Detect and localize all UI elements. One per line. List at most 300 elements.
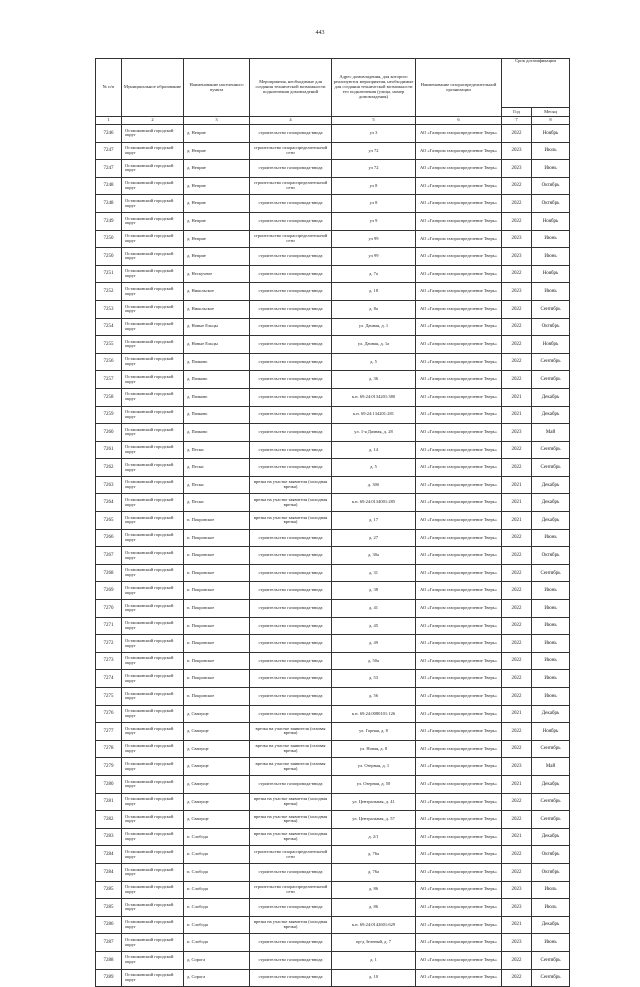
- cell-activity: строительство газораспределительной сети: [250, 230, 332, 248]
- cell-num: 7288: [96, 951, 122, 969]
- cell-org: АО «Газпром газораспределение Тверь»: [416, 353, 502, 371]
- cell-district: Осташковский городской округ: [122, 318, 184, 336]
- cell-address: ул. Центральная, д. 41: [332, 793, 416, 811]
- cell-activity: строительство газопровода-ввода: [250, 406, 332, 424]
- cell-district: Осташковский городской округ: [122, 300, 184, 318]
- cell-year: 2021: [502, 388, 532, 406]
- cell-month: Ноябрь: [532, 125, 570, 143]
- table-row: [96, 388, 570, 406]
- cell-month: Ноябрь: [532, 723, 570, 741]
- cell-org: АО «Газпром газораспределение Тверь»: [416, 600, 502, 618]
- table-row: [96, 846, 570, 864]
- cell-year: 2022: [502, 600, 532, 618]
- cell-activity: строительство газопровода-ввода: [250, 212, 332, 230]
- cell-district: Осташковский городской округ: [122, 459, 184, 477]
- cell-org: АО «Газпром газораспределение Тверь»: [416, 265, 502, 283]
- cell-year: 2022: [502, 582, 532, 600]
- cell-activity: строительство газопровода-ввода: [250, 388, 332, 406]
- cell-num: 7253: [96, 300, 122, 318]
- cell-month: Сентябрь: [532, 441, 570, 459]
- cell-org: АО «Газпром газораспределение Тверь»: [416, 652, 502, 670]
- column-number-row: [96, 117, 570, 125]
- table-row: [96, 793, 570, 811]
- cell-place: д. Пески: [184, 476, 250, 494]
- cell-month: Сентябрь: [532, 811, 570, 829]
- cell-org: АО «Газпром газораспределение Тверь»: [416, 881, 502, 899]
- cell-num: 7266: [96, 529, 122, 547]
- cell-month: Июнь: [532, 283, 570, 301]
- cell-district: Осташковский городской округ: [122, 811, 184, 829]
- cell-address: д. 10: [332, 969, 416, 987]
- cell-district: Осташковский городской округ: [122, 969, 184, 987]
- cell-place: п. Слобода: [184, 916, 250, 934]
- cell-activity: врезка на участке заявителя (холодная врезка): [250, 494, 332, 512]
- cell-org: АО «Газпром газораспределение Тверь»: [416, 441, 502, 459]
- cell-activity: строительство газопровода-ввода: [250, 863, 332, 881]
- cell-month: Июль: [532, 142, 570, 160]
- table-row: [96, 670, 570, 688]
- cell-activity: строительство газопровода-ввода: [250, 775, 332, 793]
- cell-activity: строительство газопровода-ввода: [250, 195, 332, 213]
- cell-month: Декабрь: [532, 494, 570, 512]
- table-row: [96, 899, 570, 917]
- cell-activity: строительство газопровода-ввода: [250, 125, 332, 143]
- cell-month: Май: [532, 424, 570, 442]
- cell-place: п. Покровское: [184, 547, 250, 565]
- cell-num: 7254: [96, 318, 122, 336]
- table-row: [96, 283, 570, 301]
- cell-org: АО «Газпром газораспределение Тверь»: [416, 670, 502, 688]
- cell-org: АО «Газпром газораспределение Тверь»: [416, 529, 502, 547]
- cell-month: Июнь: [532, 600, 570, 618]
- cell-year: 2022: [502, 441, 532, 459]
- cell-month: Июнь: [532, 248, 570, 266]
- cell-org: АО «Газпром газораспределение Тверь»: [416, 371, 502, 389]
- cell-year: 2022: [502, 688, 532, 706]
- cell-org: АО «Газпром газораспределение Тверь»: [416, 775, 502, 793]
- cell-month: Июнь: [532, 652, 570, 670]
- cell-org: АО «Газпром газораспределение Тверь»: [416, 424, 502, 442]
- cell-address: ул. Озерная, д. 50: [332, 775, 416, 793]
- cell-num: 7246: [96, 125, 122, 143]
- cell-num: 7255: [96, 336, 122, 354]
- cell-address: ул. Озерная, д. 1: [332, 758, 416, 776]
- cell-num: 7269: [96, 582, 122, 600]
- cell-activity: строительство газораспределительной сети: [250, 846, 332, 864]
- table-row: [96, 529, 570, 547]
- cell-org: АО «Газпром газораспределение Тверь»: [416, 793, 502, 811]
- cell-month: Сентябрь: [532, 969, 570, 987]
- cell-address: д. 7а: [332, 265, 416, 283]
- cell-activity: строительство газопровода-ввода: [250, 617, 332, 635]
- cell-num: 7284: [96, 863, 122, 881]
- cell-org: АО «Газпром газораспределение Тверь»: [416, 899, 502, 917]
- cell-num: 7277: [96, 723, 122, 741]
- cell-place: д. Свапуще: [184, 723, 250, 741]
- cell-address: пр-д Зеленый, д. 7: [332, 934, 416, 952]
- cell-activity: строительство газопровода-ввода: [250, 336, 332, 354]
- cell-month: Июнь: [532, 230, 570, 248]
- table-row: [96, 688, 570, 706]
- cell-year: 2022: [502, 125, 532, 143]
- page-number: 443: [315, 30, 325, 36]
- cell-year: 2021: [502, 494, 532, 512]
- cell-month: Сентябрь: [532, 371, 570, 389]
- cell-year: 2022: [502, 265, 532, 283]
- cell-place: д. Пачково: [184, 371, 250, 389]
- cell-year: 2022: [502, 371, 532, 389]
- cell-activity: врезка на участке заявителя (холодная врезка): [250, 512, 332, 530]
- table-row: [96, 863, 570, 881]
- cell-org: АО «Газпром газораспределение Тверь»: [416, 723, 502, 741]
- cell-district: Осташковский городской округ: [122, 793, 184, 811]
- table-row: [96, 758, 570, 776]
- cell-num: 7259: [96, 406, 122, 424]
- cell-place: д. Неприе: [184, 125, 250, 143]
- cell-num: 7248: [96, 195, 122, 213]
- table-row: [96, 582, 570, 600]
- table-row: [96, 934, 570, 952]
- header-year: Год: [502, 108, 532, 117]
- table-row: [96, 828, 570, 846]
- cell-year: 2023: [502, 881, 532, 899]
- cell-org: АО «Газпром газораспределение Тверь»: [416, 934, 502, 952]
- cell-num: 7262: [96, 459, 122, 477]
- cell-activity: строительство газопровода-ввода: [250, 300, 332, 318]
- cell-year: 2023: [502, 230, 532, 248]
- cell-place: п. Слобода: [184, 846, 250, 864]
- cell-year: 2022: [502, 195, 532, 213]
- cell-org: АО «Газпром газораспределение Тверь»: [416, 635, 502, 653]
- cell-year: 2022: [502, 318, 532, 336]
- cell-month: Сентябрь: [532, 951, 570, 969]
- table-row: [96, 265, 570, 283]
- table-row: [96, 248, 570, 266]
- cell-year: 2022: [502, 740, 532, 758]
- cell-num: 7289: [96, 969, 122, 987]
- cell-year: 2022: [502, 617, 532, 635]
- cell-district: Осташковский городской округ: [122, 881, 184, 899]
- cell-address: ул. Дачная, д. 1а: [332, 336, 416, 354]
- cell-month: Октябрь: [532, 846, 570, 864]
- cell-address: ул 99: [332, 230, 416, 248]
- cell-address: д. 5: [332, 459, 416, 477]
- cell-org: АО «Газпром газораспределение Тверь»: [416, 336, 502, 354]
- cell-year: 2023: [502, 248, 532, 266]
- cell-month: Октябрь: [532, 318, 570, 336]
- cell-place: д. Свапуще: [184, 793, 250, 811]
- cell-num: 7284: [96, 846, 122, 864]
- cell-place: д. Свапуще: [184, 775, 250, 793]
- table-row: [96, 969, 570, 987]
- cell-org: АО «Газпром газораспределение Тверь»: [416, 476, 502, 494]
- cell-month: Июнь: [532, 670, 570, 688]
- table-body: [96, 125, 570, 987]
- cell-org: АО «Газпром газораспределение Тверь»: [416, 969, 502, 987]
- table-row: [96, 512, 570, 530]
- cell-org: АО «Газпром газораспределение Тверь»: [416, 705, 502, 723]
- cell-address: д. 41: [332, 600, 416, 618]
- cell-num: 7258: [96, 388, 122, 406]
- cell-month: Декабрь: [532, 512, 570, 530]
- cell-org: АО «Газпром газораспределение Тверь»: [416, 512, 502, 530]
- cell-place: д. Пески: [184, 441, 250, 459]
- cell-address: ул. Горная, д. 8: [332, 723, 416, 741]
- cell-address: ул 3: [332, 125, 416, 143]
- cell-place: д. Неприе: [184, 212, 250, 230]
- cell-district: Осташковский городской округ: [122, 248, 184, 266]
- cell-activity: строительство газопровода-ввода: [250, 899, 332, 917]
- cell-num: 7287: [96, 934, 122, 952]
- cell-activity: врезка на участке заявителя (газовая врезка): [250, 758, 332, 776]
- table-row: [96, 811, 570, 829]
- cell-activity: врезка на участке заявителя (холодная врезка): [250, 793, 332, 811]
- column-number: 2: [122, 117, 184, 125]
- cell-place: п. Слобода: [184, 828, 250, 846]
- cell-year: 2023: [502, 934, 532, 952]
- cell-place: п. Слобода: [184, 863, 250, 881]
- cell-org: АО «Газпром газораспределение Тверь»: [416, 688, 502, 706]
- cell-place: п. Слобода: [184, 934, 250, 952]
- cell-org: АО «Газпром газораспределение Тверь»: [416, 388, 502, 406]
- cell-place: п. Слобода: [184, 881, 250, 899]
- cell-activity: врезка на участке заявителя (холодная врезка): [250, 811, 332, 829]
- cell-address: к.н. 69:24:134201:281: [332, 406, 416, 424]
- column-number: 7: [502, 117, 532, 125]
- cell-place: д. Новые Ельцы: [184, 318, 250, 336]
- cell-district: Осташковский городской округ: [122, 635, 184, 653]
- cell-place: д. Неприе: [184, 248, 250, 266]
- cell-address: к.н. 69:24:0142601:629: [332, 916, 416, 934]
- cell-address: ул. Центральная, д. 57: [332, 811, 416, 829]
- cell-address: д. 36: [332, 371, 416, 389]
- cell-address: д. 49: [332, 635, 416, 653]
- cell-place: д. Свапуще: [184, 740, 250, 758]
- cell-org: АО «Газпром газораспределение Тверь»: [416, 951, 502, 969]
- cell-place: д. Неприе: [184, 230, 250, 248]
- cell-address: д. 30а: [332, 547, 416, 565]
- cell-address: д. 86: [332, 899, 416, 917]
- cell-year: 2021: [502, 828, 532, 846]
- cell-address: к.н. 69:24:0080101:126: [332, 705, 416, 723]
- cell-num: 7270: [96, 600, 122, 618]
- cell-org: АО «Газпром газораспределение Тверь»: [416, 125, 502, 143]
- cell-year: 2022: [502, 846, 532, 864]
- header-num: № п/п: [96, 59, 122, 117]
- cell-year: 2021: [502, 476, 532, 494]
- cell-org: АО «Газпром газораспределение Тверь»: [416, 828, 502, 846]
- cell-address: д. 8а: [332, 300, 416, 318]
- cell-year: 2022: [502, 723, 532, 741]
- cell-district: Осташковский городской округ: [122, 424, 184, 442]
- cell-activity: строительство газопровода-ввода: [250, 934, 332, 952]
- cell-district: Осташковский городской округ: [122, 371, 184, 389]
- cell-num: 7247: [96, 160, 122, 178]
- cell-year: 2023: [502, 142, 532, 160]
- cell-num: 7251: [96, 265, 122, 283]
- cell-num: 7267: [96, 547, 122, 565]
- cell-district: Осташковский городской округ: [122, 494, 184, 512]
- cell-num: 7256: [96, 353, 122, 371]
- cell-org: АО «Газпром газораспределение Тверь»: [416, 863, 502, 881]
- cell-activity: строительство газопровода-ввода: [250, 265, 332, 283]
- table-row: [96, 617, 570, 635]
- cell-month: Сентябрь: [532, 353, 570, 371]
- cell-district: Осташковский городской округ: [122, 177, 184, 195]
- cell-num: 7275: [96, 688, 122, 706]
- cell-num: 7250: [96, 230, 122, 248]
- cell-org: АО «Газпром газораспределение Тверь»: [416, 195, 502, 213]
- cell-month: Декабрь: [532, 388, 570, 406]
- cell-year: 2023: [502, 160, 532, 178]
- cell-district: Осташковский городской округ: [122, 670, 184, 688]
- cell-address: д. 56: [332, 688, 416, 706]
- cell-org: АО «Газпром газораспределение Тверь»: [416, 406, 502, 424]
- table-row: [96, 300, 570, 318]
- cell-num: 7281: [96, 793, 122, 811]
- cell-place: п. Покровское: [184, 670, 250, 688]
- cell-district: Осташковский городской округ: [122, 705, 184, 723]
- table-row: [96, 635, 570, 653]
- cell-address: ул 8: [332, 195, 416, 213]
- cell-activity: строительство газопровода-ввода: [250, 688, 332, 706]
- cell-org: АО «Газпром газораспределение Тверь»: [416, 230, 502, 248]
- cell-activity: строительство газораспределительной сети: [250, 881, 332, 899]
- cell-year: 2023: [502, 283, 532, 301]
- cell-org: АО «Газпром газораспределение Тверь»: [416, 318, 502, 336]
- cell-district: Осташковский городской округ: [122, 125, 184, 143]
- cell-month: Сентябрь: [532, 564, 570, 582]
- cell-address: ул 8: [332, 177, 416, 195]
- cell-num: 7268: [96, 564, 122, 582]
- cell-year: 2022: [502, 793, 532, 811]
- cell-district: Осташковский городской округ: [122, 652, 184, 670]
- cell-org: АО «Газпром газораспределение Тверь»: [416, 582, 502, 600]
- cell-num: 7285: [96, 899, 122, 917]
- cell-place: п. Покровское: [184, 635, 250, 653]
- table-row: [96, 775, 570, 793]
- table-row: [96, 371, 570, 389]
- cell-activity: врезка на участке заявителя (холодная врезка): [250, 476, 332, 494]
- cell-address: д. 53: [332, 670, 416, 688]
- cell-place: п. Покровское: [184, 529, 250, 547]
- cell-num: 7276: [96, 705, 122, 723]
- cell-year: 2022: [502, 969, 532, 987]
- cell-district: Осташковский городской округ: [122, 740, 184, 758]
- cell-address: д. 2/1: [332, 828, 416, 846]
- cell-place: п. Покровское: [184, 600, 250, 618]
- cell-district: Осташковский городской округ: [122, 600, 184, 618]
- cell-num: 7261: [96, 441, 122, 459]
- cell-num: 7252: [96, 283, 122, 301]
- cell-district: Осташковский городской округ: [122, 388, 184, 406]
- cell-activity: строительство газопровода-ввода: [250, 670, 332, 688]
- cell-place: д. Пески: [184, 459, 250, 477]
- cell-address: д. 17: [332, 512, 416, 530]
- cell-district: Осташковский городской округ: [122, 775, 184, 793]
- cell-place: д. Новые Ельцы: [184, 336, 250, 354]
- table-row: [96, 547, 570, 565]
- cell-month: Октябрь: [532, 177, 570, 195]
- cell-year: 2022: [502, 670, 532, 688]
- cell-year: 2022: [502, 635, 532, 653]
- cell-year: 2022: [502, 300, 532, 318]
- cell-year: 2022: [502, 336, 532, 354]
- column-number: 4: [250, 117, 332, 125]
- cell-district: Осташковский городской округ: [122, 265, 184, 283]
- cell-district: Осташковский городской округ: [122, 951, 184, 969]
- cell-activity: строительство газопровода-ввода: [250, 424, 332, 442]
- cell-address: к.н. 69:24:0134001:285: [332, 494, 416, 512]
- cell-activity: строительство газораспределительной сети: [250, 142, 332, 160]
- table-row: [96, 476, 570, 494]
- cell-num: 7280: [96, 775, 122, 793]
- cell-district: Осташковский городской округ: [122, 899, 184, 917]
- cell-year: 2021: [502, 512, 532, 530]
- cell-place: д. Неприе: [184, 177, 250, 195]
- cell-org: АО «Газпром газораспределение Тверь»: [416, 758, 502, 776]
- cell-district: Осташковский городской округ: [122, 582, 184, 600]
- table-row: [96, 177, 570, 195]
- cell-num: 7282: [96, 811, 122, 829]
- cell-activity: строительство газопровода-ввода: [250, 951, 332, 969]
- cell-month: Июнь: [532, 688, 570, 706]
- cell-year: 2022: [502, 951, 532, 969]
- cell-activity: строительство газопровода-ввода: [250, 248, 332, 266]
- cell-month: Октябрь: [532, 195, 570, 213]
- cell-address: ул 9: [332, 212, 416, 230]
- cell-month: Декабрь: [532, 476, 570, 494]
- cell-address: д. 31: [332, 564, 416, 582]
- column-number: 6: [416, 117, 502, 125]
- cell-year: 2022: [502, 177, 532, 195]
- cell-num: 7265: [96, 512, 122, 530]
- cell-activity: врезка на участке заявителя (холодная врезка): [250, 828, 332, 846]
- cell-address: д. 5: [332, 353, 416, 371]
- table-row: [96, 336, 570, 354]
- cell-activity: строительство газораспределительной сети: [250, 177, 332, 195]
- cell-activity: строительство газопровода-ввода: [250, 705, 332, 723]
- cell-activity: строительство газопровода-ввода: [250, 564, 332, 582]
- cell-activity: строительство газопровода-ввода: [250, 635, 332, 653]
- cell-address: д. 38: [332, 582, 416, 600]
- cell-district: Осташковский городской округ: [122, 916, 184, 934]
- cell-activity: строительство газопровода-ввода: [250, 283, 332, 301]
- cell-address: д. 76а: [332, 863, 416, 881]
- cell-num: 7271: [96, 617, 122, 635]
- cell-district: Осташковский городской округ: [122, 195, 184, 213]
- table-row: [96, 406, 570, 424]
- header-place: Наименование населенного пункта: [184, 59, 250, 117]
- header-activity: Мероприятия, необходимые для создания технической возможности подключения домовладений: [250, 59, 332, 117]
- table-row: [96, 212, 570, 230]
- cell-address: д. 1: [332, 951, 416, 969]
- cell-district: Осташковский городской округ: [122, 688, 184, 706]
- cell-year: 2023: [502, 424, 532, 442]
- cell-org: АО «Газпром газораспределение Тверь»: [416, 459, 502, 477]
- cell-district: Осташковский городской округ: [122, 758, 184, 776]
- cell-org: АО «Газпром газораспределение Тверь»: [416, 740, 502, 758]
- header-deadline: Срок догазификации: [502, 59, 570, 108]
- cell-month: Сентябрь: [532, 740, 570, 758]
- header-district: Муниципальное образование: [122, 59, 184, 117]
- cell-place: п. Слобода: [184, 899, 250, 917]
- table-row: [96, 740, 570, 758]
- cell-year: 2023: [502, 899, 532, 917]
- cell-district: Осташковский городской округ: [122, 512, 184, 530]
- table-row: [96, 951, 570, 969]
- table-row: [96, 195, 570, 213]
